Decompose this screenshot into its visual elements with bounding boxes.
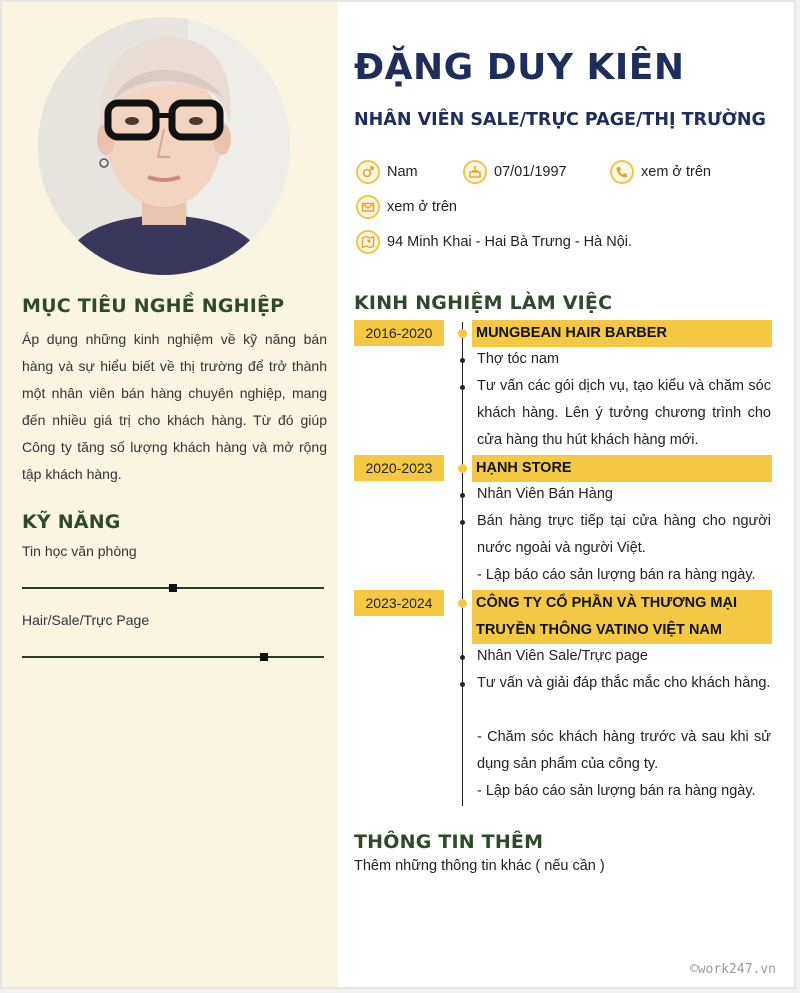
bullet [460, 682, 465, 687]
bullet [460, 655, 465, 660]
company-name: HẠNH STORE [472, 455, 772, 482]
map-icon [356, 230, 380, 254]
job-detail: Thợ tóc nam [477, 351, 560, 367]
job-title: NHÂN VIÊN SALE/TRỰC PAGE/THỊ TRƯỜNG [354, 110, 766, 130]
gender-icon [356, 160, 380, 184]
bullet [460, 520, 465, 525]
skill-item [22, 543, 324, 559]
job-detail: Nhân Viên Bán Hàng [477, 486, 613, 502]
timeline-line [462, 322, 463, 806]
birthday-info [463, 158, 567, 186]
bullet [460, 493, 465, 498]
experience-years: 2016-2020 [354, 320, 444, 346]
job-detail: Tư vấn và giải đáp thắc mắc cho khách hàng. [477, 675, 771, 691]
main-content [338, 2, 796, 989]
skill-level-marker [260, 653, 268, 661]
skill-level-marker [169, 584, 177, 592]
skill-name: Hair/Sale/Trực Page [22, 612, 150, 628]
email-info [356, 193, 457, 221]
address-value: 94 Minh Khai - Hai Bà Trưng - Hà Nội. [387, 234, 633, 250]
bullet [460, 385, 465, 390]
skills-title: KỸ NĂNG [22, 511, 121, 533]
watermark: ©work247.vn [689, 962, 776, 977]
cake-icon [463, 160, 487, 184]
address-info [356, 228, 632, 256]
job-detail: Nhân Viên Sale/Trực page [477, 648, 648, 664]
candidate-name: ĐẶNG DUY KIÊN [354, 47, 685, 88]
phone-icon [610, 160, 634, 184]
skill-level-bar [22, 656, 324, 658]
company-name: CÔNG TY CỔ PHẦN VÀ THƯƠNG MẠI TRUYỀN THÔNG VATINO VIỆT NAM [472, 590, 772, 644]
birthday-value: 07/01/1997 [494, 164, 567, 180]
job-detail: - Lập báo cáo sản lượng bán ra hàng ngày. [477, 783, 756, 799]
more-info-text: Thêm những thông tin khác ( nếu cần ) [354, 858, 605, 874]
email-value: xem ở trên [387, 199, 457, 215]
more-info-title: THÔNG TIN THÊM [354, 831, 544, 853]
left-sidebar [2, 2, 338, 989]
objective-title: MỤC TIÊU NGHỀ NGHIỆP [22, 295, 285, 317]
avatar [38, 17, 290, 275]
skill-item [22, 612, 324, 628]
job-detail: Bán hàng trực tiếp tại cửa hàng cho người nước ngoài và người Việt. [477, 513, 771, 556]
experience-years: 2020-2023 [354, 455, 444, 481]
timeline-dot [458, 464, 467, 473]
job-detail: - Lập báo cáo sản lượng bán ra hàng ngày. [477, 567, 756, 583]
timeline-dot [458, 599, 467, 608]
company-name: MUNGBEAN HAIR BARBER [472, 320, 772, 347]
experience-title: KINH NGHIỆM LÀM VIỆC [354, 292, 613, 314]
skill-name: Tin học văn phòng [22, 543, 137, 559]
objective-text: Áp dụng những kinh nghiệm về kỹ năng bán hàng và sự hiểu biết về thị trường để trở thành một nhân viên bán hàng chuyên nghiệp, mang đến nhiều giá trị cho khách hàng. Từ đó giúp Công ty tăng số lượng khách hàng và mở rộng tập khách hàng. [22, 331, 327, 482]
job-detail: Tư vấn các gói dịch vụ, tạo kiểu và chăm sóc khách hàng. Lên ý tưởng chương trình cho cửa hàng thu hút khách hàng mới. [477, 378, 771, 448]
phone-info [610, 158, 711, 186]
timeline-dot [458, 329, 467, 338]
bullet [460, 358, 465, 363]
gender-info [356, 158, 418, 186]
job-detail: - Chăm sóc khách hàng trước và sau khi sử dụng sản phẩm của công ty. [477, 729, 771, 772]
gender-value: Nam [387, 164, 418, 180]
experience-years: 2023-2024 [354, 590, 444, 616]
phone-value: xem ở trên [641, 164, 711, 180]
portrait-image [38, 17, 290, 275]
email-icon [356, 195, 380, 219]
